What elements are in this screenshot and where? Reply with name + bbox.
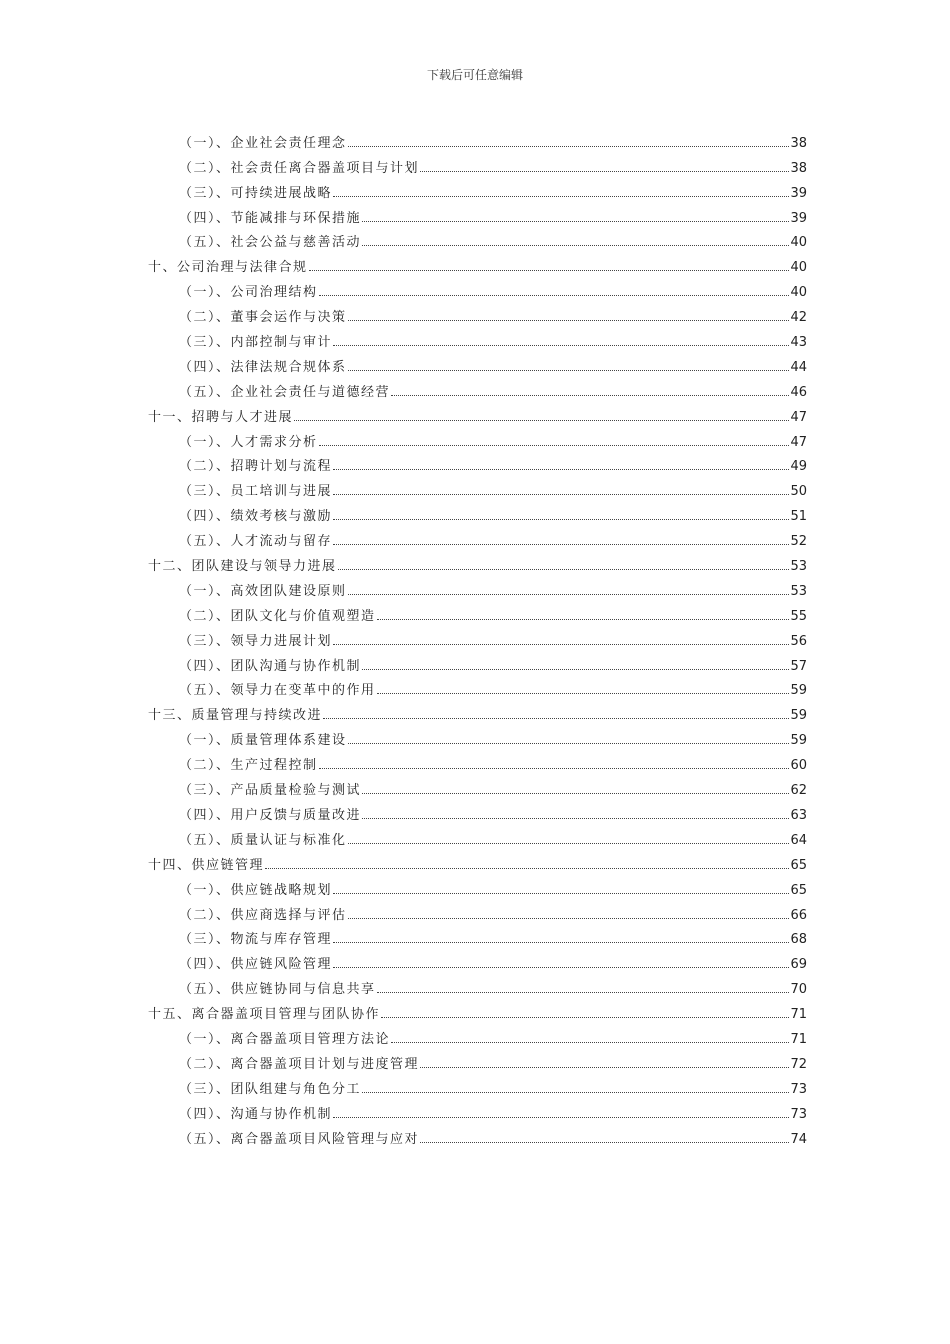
toc-leader-dots	[377, 619, 790, 620]
toc-entry-title: （一）、人才需求分析	[179, 434, 318, 450]
toc-leader-dots	[348, 743, 790, 744]
toc-leader-dots	[348, 843, 790, 844]
toc-leader-dots	[319, 445, 790, 446]
toc-entry-title: （二）、董事会运作与决策	[179, 310, 347, 326]
toc-leader-dots	[333, 196, 789, 197]
toc-leader-dots	[333, 519, 789, 520]
toc-leader-dots	[348, 370, 790, 371]
toc-page-number: 55	[790, 608, 807, 624]
toc-leader-dots	[362, 793, 789, 794]
toc-page-number: 40	[790, 235, 807, 251]
toc-section-entry[interactable]	[148, 1072, 807, 1097]
toc-entry-title: （四）、团队沟通与协作机制	[179, 658, 362, 674]
toc-leader-dots	[348, 918, 790, 919]
toc-section-entry[interactable]	[148, 674, 807, 699]
toc-leader-dots	[362, 221, 789, 222]
toc-section-entry[interactable]	[148, 275, 807, 300]
toc-section-entry[interactable]	[148, 873, 807, 898]
toc-section-entry[interactable]	[148, 649, 807, 674]
toc-page-number: 40	[790, 260, 807, 276]
toc-entry-title: （五）、质量认证与标准化	[179, 832, 347, 848]
toc-leader-dots	[333, 469, 789, 470]
toc-leader-dots	[333, 544, 789, 545]
toc-page-number: 71	[790, 1007, 807, 1023]
toc-page-number: 39	[790, 210, 807, 226]
toc-section-entry[interactable]	[148, 300, 807, 325]
toc-page-number: 60	[790, 758, 807, 774]
toc-entry-title: （四）、法律法规合规体系	[179, 359, 347, 375]
toc-entry-title: （二）、招聘计划与流程	[179, 459, 333, 475]
toc-entry-title: 十五、离合器盖项目管理与团队协作	[148, 1007, 381, 1023]
toc-section-entry[interactable]	[148, 723, 807, 748]
toc-leader-dots	[333, 345, 789, 346]
toc-leader-dots	[420, 1142, 789, 1143]
toc-section-entry[interactable]	[148, 748, 807, 773]
toc-section-entry[interactable]	[148, 375, 807, 400]
toc-section-entry[interactable]	[148, 947, 807, 972]
toc-page-number: 56	[790, 633, 807, 649]
toc-page-number: 69	[790, 957, 807, 973]
toc-section-entry[interactable]	[148, 1047, 807, 1072]
toc-page-number: 70	[790, 982, 807, 998]
toc-section-entry[interactable]	[148, 201, 807, 226]
toc-page-number: 71	[790, 1031, 807, 1047]
toc-page-number: 59	[790, 683, 807, 699]
toc-page-number: 64	[790, 832, 807, 848]
toc-page-number: 57	[790, 658, 807, 674]
toc-page-number: 49	[790, 459, 807, 475]
toc-entry-title: （二）、生产过程控制	[179, 758, 318, 774]
toc-entry-title: （一）、离合器盖项目管理方法论	[179, 1031, 391, 1047]
toc-page-number: 40	[790, 285, 807, 301]
toc-page-number: 39	[790, 185, 807, 201]
toc-page-number: 42	[790, 310, 807, 326]
toc-section-entry[interactable]	[148, 599, 807, 624]
toc-entry-title: （三）、团队组建与角色分工	[179, 1081, 362, 1097]
toc-section-entry[interactable]	[148, 624, 807, 649]
toc-page-number: 46	[790, 384, 807, 400]
toc-page-number: 43	[790, 335, 807, 351]
toc-section-entry[interactable]	[148, 1122, 807, 1147]
toc-section-entry[interactable]	[148, 798, 807, 823]
toc-leader-dots	[362, 245, 789, 246]
table-of-contents	[148, 126, 807, 1147]
toc-entry-title: 十一、招聘与人才进展	[148, 409, 294, 425]
toc-entry-title: （三）、可持续进展战略	[179, 185, 333, 201]
toc-leader-dots	[319, 295, 790, 296]
toc-page-number: 38	[790, 135, 807, 151]
toc-section-entry[interactable]	[148, 474, 807, 499]
toc-leader-dots	[348, 594, 790, 595]
toc-entry-title: （四）、节能减排与环保措施	[179, 210, 362, 226]
toc-page-number: 51	[790, 509, 807, 525]
toc-entry-title: （五）、领导力在变革中的作用	[179, 683, 376, 699]
toc-page-number: 74	[790, 1131, 807, 1147]
toc-entry-title: （一）、质量管理体系建设	[179, 733, 347, 749]
toc-section-entry[interactable]	[148, 574, 807, 599]
toc-entry-title: （二）、供应商选择与评估	[179, 907, 347, 923]
toc-page-number: 52	[790, 534, 807, 550]
toc-chapter-entry[interactable]	[148, 400, 807, 425]
toc-entry-title: （五）、企业社会责任与道德经营	[179, 384, 391, 400]
toc-page-number: 73	[790, 1081, 807, 1097]
toc-entry-title: （三）、产品质量检验与测试	[179, 783, 362, 799]
toc-page-number: 68	[790, 932, 807, 948]
toc-leader-dots	[333, 893, 789, 894]
toc-page-number: 66	[790, 907, 807, 923]
toc-page-number: 47	[790, 409, 807, 425]
page-header: 下载后可任意编辑	[426, 68, 523, 82]
toc-leader-dots	[420, 1067, 789, 1068]
toc-section-entry[interactable]	[148, 176, 807, 201]
toc-leader-dots	[348, 146, 790, 147]
toc-entry-title: （二）、社会责任离合器盖项目与计划	[179, 160, 420, 176]
toc-section-entry[interactable]	[148, 524, 807, 549]
toc-leader-dots	[333, 967, 789, 968]
toc-leader-dots	[333, 942, 789, 943]
toc-section-entry[interactable]	[148, 923, 807, 948]
toc-page-number: 47	[790, 434, 807, 450]
toc-entry-title: （五）、供应链协同与信息共享	[179, 982, 376, 998]
toc-page-number: 59	[790, 708, 807, 724]
toc-chapter-entry[interactable]	[148, 698, 807, 723]
toc-entry-title: 十、公司治理与法律合规	[148, 260, 308, 276]
toc-page-number: 65	[790, 882, 807, 898]
toc-leader-dots	[348, 320, 790, 321]
toc-section-entry[interactable]	[148, 773, 807, 798]
toc-page-number: 62	[790, 783, 807, 799]
toc-chapter-entry[interactable]	[148, 549, 807, 574]
toc-section-entry[interactable]	[148, 350, 807, 375]
toc-section-entry[interactable]	[148, 1022, 807, 1047]
toc-page-number: 65	[790, 857, 807, 873]
toc-leader-dots	[362, 818, 789, 819]
toc-section-entry[interactable]	[148, 1097, 807, 1122]
toc-entry-title: （五）、社会公益与慈善活动	[179, 235, 362, 251]
toc-entry-title: （四）、沟通与协作机制	[179, 1106, 333, 1122]
toc-entry-title: （四）、供应链风险管理	[179, 957, 333, 973]
toc-section-entry[interactable]	[148, 226, 807, 251]
toc-entry-title: （一）、高效团队建设原则	[179, 583, 347, 599]
toc-entry-title: （三）、内部控制与审计	[179, 335, 333, 351]
toc-leader-dots	[391, 395, 789, 396]
toc-leader-dots	[362, 669, 789, 670]
toc-section-entry[interactable]	[148, 325, 807, 350]
toc-leader-dots	[381, 1017, 789, 1018]
toc-leader-dots	[319, 768, 790, 769]
toc-entry-title: （三）、物流与库存管理	[179, 932, 333, 948]
toc-section-entry[interactable]	[148, 898, 807, 923]
toc-section-entry[interactable]	[148, 823, 807, 848]
toc-chapter-entry[interactable]	[148, 250, 807, 275]
toc-entry-title: （三）、领导力进展计划	[179, 633, 333, 649]
toc-leader-dots	[294, 420, 789, 421]
toc-leader-dots	[309, 270, 790, 271]
toc-entry-title: （四）、用户反馈与质量改进	[179, 807, 362, 823]
toc-leader-dots	[333, 1117, 789, 1118]
toc-leader-dots	[323, 718, 789, 719]
toc-leader-dots	[338, 569, 790, 570]
toc-section-entry[interactable]	[148, 450, 807, 475]
toc-entry-title: （五）、人才流动与留存	[179, 534, 333, 550]
toc-entry-title: 十三、质量管理与持续改进	[148, 708, 323, 724]
toc-leader-dots	[391, 1042, 789, 1043]
toc-section-entry[interactable]	[148, 425, 807, 450]
toc-leader-dots	[377, 992, 790, 993]
toc-leader-dots	[333, 494, 789, 495]
toc-entry-title: （一）、公司治理结构	[179, 285, 318, 301]
toc-entry-title: （三）、员工培训与进展	[179, 484, 333, 500]
toc-entry-title: （二）、团队文化与价值观塑造	[179, 608, 376, 624]
toc-section-entry[interactable]	[148, 972, 807, 997]
toc-entry-title: （四）、绩效考核与激励	[179, 509, 333, 525]
toc-section-entry[interactable]	[148, 499, 807, 524]
toc-entry-title: 十四、供应链管理	[148, 857, 265, 873]
toc-page-number: 53	[790, 583, 807, 599]
toc-entry-title: （一）、企业社会责任理念	[179, 135, 347, 151]
toc-leader-dots	[377, 693, 790, 694]
toc-page-number: 72	[790, 1056, 807, 1072]
toc-page-number: 63	[790, 807, 807, 823]
toc-leader-dots	[265, 868, 789, 869]
toc-leader-dots	[362, 1092, 789, 1093]
toc-entry-title: （一）、供应链战略规划	[179, 882, 333, 898]
toc-page-number: 44	[790, 359, 807, 375]
toc-entry-title: （五）、离合器盖项目风险管理与应对	[179, 1131, 420, 1147]
toc-leader-dots	[420, 171, 789, 172]
toc-page-number: 53	[790, 559, 807, 575]
toc-page-number: 59	[790, 733, 807, 749]
toc-chapter-entry[interactable]	[148, 848, 807, 873]
toc-leader-dots	[333, 644, 789, 645]
toc-page-number: 73	[790, 1106, 807, 1122]
toc-page-number: 50	[790, 484, 807, 500]
toc-section-entry[interactable]	[148, 151, 807, 176]
toc-section-entry[interactable]	[148, 126, 807, 151]
toc-page-number: 38	[790, 160, 807, 176]
toc-chapter-entry[interactable]	[148, 997, 807, 1022]
toc-entry-title: （二）、离合器盖项目计划与进度管理	[179, 1056, 420, 1072]
toc-entry-title: 十二、团队建设与领导力进展	[148, 559, 337, 575]
